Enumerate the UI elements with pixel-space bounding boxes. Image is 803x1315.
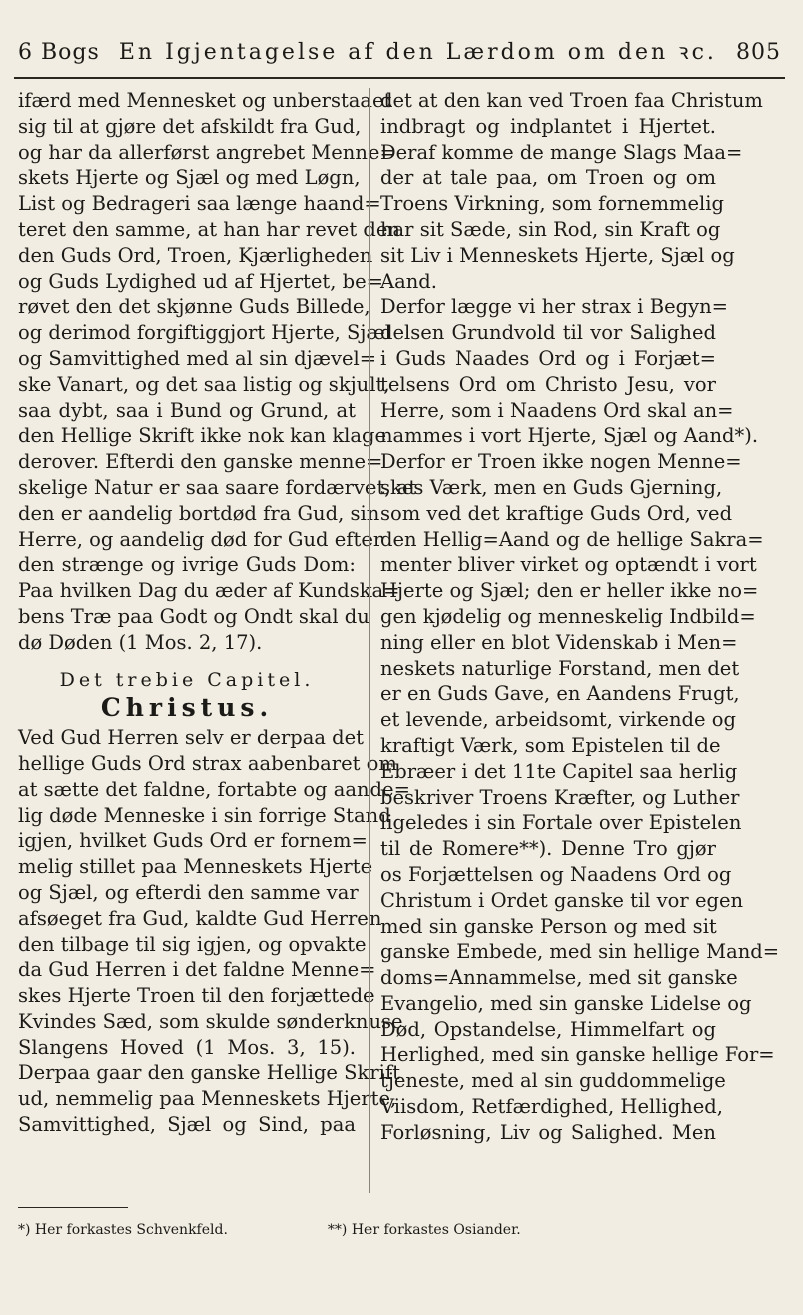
text-line: melig stillet paa Menneskets Hjerte bbox=[18, 855, 373, 879]
text-line: Troens Virkning, som fornemmelig bbox=[380, 192, 725, 216]
page-number: 805 bbox=[736, 40, 781, 65]
running-head bbox=[18, 36, 781, 72]
text-line: saa dybt, saa i Bund og Grund, at bbox=[18, 398, 356, 422]
text-line: og Sjæl, og efterdi den samme var bbox=[18, 880, 359, 904]
text-line: Christum i Ordet ganske til vor egen bbox=[380, 888, 744, 912]
text-line: Deraf komme de mange Slags Maa= bbox=[380, 140, 743, 164]
column-divider bbox=[369, 88, 370, 1193]
text-line: ning eller en blot Videnskab i Men= bbox=[380, 630, 738, 654]
text-line: doms=Annammelse, med sit ganske bbox=[380, 966, 738, 990]
text-line: den strænge og ivrige Guds Dom: bbox=[18, 553, 356, 577]
text-line: dø Døden (1 Mos. 2, 17). bbox=[18, 630, 263, 654]
footnotes bbox=[18, 1222, 781, 1248]
text-line: Død, Opstandelse, Himmelfart og bbox=[380, 1017, 716, 1041]
text-line: at sætte det faldne, fortabte og aande= bbox=[18, 777, 410, 801]
text-line: bens Træ paa Godt og Ondt skal du bbox=[18, 604, 370, 628]
text-line: med sin ganske Person og med sit bbox=[380, 914, 717, 938]
text-line: Samvittighed, Sjæl og Sind, paa bbox=[18, 1113, 356, 1137]
text-line: har sit Sæde, sin Rod, sin Kraft og bbox=[380, 217, 721, 241]
text-line: et levende, arbeidsomt, virkende og bbox=[380, 708, 736, 732]
text-line: beskriver Troens Kræfter, og Luther bbox=[380, 785, 740, 809]
text-line: Forløsning, Liv og Salighed. Men bbox=[380, 1120, 716, 1144]
text-line: gen kjødelig og menneskelig Indbild= bbox=[380, 604, 756, 628]
text-line: hellige Guds Ord strax aabenbaret om bbox=[18, 751, 397, 775]
text-line: Derfor er Troen ikke nogen Menne= bbox=[380, 450, 742, 474]
text-line: nammes i vort Hjerte, Sjæl og Aand*). bbox=[380, 424, 759, 448]
text-line: til de Romere**). Denne Tro gjør bbox=[380, 837, 716, 861]
text-line: Herre, som i Naadens Ord skal an= bbox=[380, 398, 734, 422]
text-line: røvet den det skjønne Guds Billede, bbox=[18, 295, 371, 319]
text-line: den tilbage til sig igjen, og opvakte bbox=[18, 932, 367, 956]
running-head-title: En Igjentagelse af den Lærdom om den ꝛc. bbox=[118, 40, 717, 65]
text-line: den Guds Ord, Troen, Kjærligheden bbox=[18, 243, 373, 267]
text-line: ligeledes i sin Fortale over Epistelen bbox=[380, 811, 742, 835]
chapter-title: Christus. bbox=[100, 693, 274, 723]
text-line: sig til at gjøre det afskildt fra Gud, bbox=[18, 114, 362, 138]
running-head-left: 6 Bogs bbox=[18, 40, 100, 65]
text-line: og har da allerførst angrebet Menne= bbox=[18, 140, 396, 164]
text-line: sit Liv i Menneskets Hjerte, Sjæl og bbox=[380, 243, 735, 267]
text-line: afsøeget fra Gud, kaldte Gud Herren bbox=[18, 906, 382, 930]
text-line: Ved Gud Herren selv er derpaa det bbox=[18, 726, 365, 750]
text-line: lig døde Menneske i sin forrige Stand bbox=[18, 803, 391, 827]
chapter-heading: Det trebie Capitel. bbox=[59, 668, 315, 691]
text-line: det at den kan ved Troen faa Christum bbox=[380, 89, 763, 112]
text-line: Herre, og aandelig død for Gud efter bbox=[18, 527, 383, 551]
text-line: da Gud Herren i det faldne Menne= bbox=[18, 958, 376, 982]
text-line: og Samvittighed med al sin djævel= bbox=[18, 346, 377, 370]
text-line: indbragt og indplantet i Hjertet. bbox=[380, 114, 716, 138]
text-line: Herlighed, med sin ganske hellige For= bbox=[380, 1043, 775, 1067]
text-line: ifærd med Mennesket og unberstaaet bbox=[18, 89, 392, 112]
text-line: menter bliver virket og optændt i vort bbox=[380, 553, 757, 577]
text-line: Ebræer i det 11te Capitel saa herlig bbox=[380, 759, 738, 783]
text-line: Hjerte og Sjæl; den er heller ikke no= bbox=[380, 579, 759, 603]
text-line: telsens Ord om Christo Jesu, vor bbox=[380, 372, 716, 396]
text-line: Derfor lægge vi her strax i Begyn= bbox=[380, 295, 729, 319]
text-line: Paa hvilken Dag du æder af Kundska= bbox=[18, 579, 400, 603]
text-line: skets Hjerte og Sjæl og med Løgn, bbox=[18, 166, 361, 190]
footnote-1: *) Her forkastes Schvenkfeld. bbox=[18, 1222, 228, 1238]
text-line: og derimod forgiftiggjort Hjerte, Sjæl bbox=[18, 321, 391, 345]
text-line: igjen, hvilket Guds Ord er fornem= bbox=[18, 829, 368, 853]
text-line: skes Hjerte Troen til den forjættede bbox=[18, 984, 375, 1008]
text-line: i Guds Naades Ord og i Forjæt= bbox=[380, 346, 716, 370]
text-line: skes Værk, men en Guds Gjerning, bbox=[380, 475, 723, 499]
text-line: List og Bedrageri saa længe haand= bbox=[18, 192, 381, 216]
text-line: teret den samme, at han har revet den bbox=[18, 217, 400, 241]
text-line: den er aandelig bortdød fra Gud, sin bbox=[18, 501, 380, 525]
text-line: Kvindes Sæd, som skulde sønderknuse bbox=[18, 1009, 403, 1033]
text-line: Evangelio, med sin ganske Lidelse og bbox=[380, 991, 752, 1015]
text-line: er en Guds Gave, en Aandens Frugt, bbox=[380, 682, 740, 706]
text-line: ske Vanart, og det saa listig og skjult, bbox=[18, 372, 390, 396]
text-line: Derpaa gaar den ganske Hellige Skrift bbox=[18, 1061, 400, 1085]
text-line: kraftigt Værk, som Epistelen til de bbox=[380, 733, 721, 757]
text-line: Aand. bbox=[380, 269, 437, 293]
text-line: der at tale paa, om Troen og om bbox=[380, 166, 716, 190]
text-line: delsen Grundvold til vor Salighed bbox=[380, 321, 716, 345]
text-line: Slangens Hoved (1 Mos. 3, 15). bbox=[18, 1035, 356, 1059]
header-rule bbox=[14, 77, 785, 79]
footnote-2: **) Her forkastes Osiander. bbox=[327, 1222, 521, 1238]
text-line: skelige Natur er saa saare fordærvet, at bbox=[18, 475, 417, 499]
left-column bbox=[18, 88, 417, 1195]
footnote-rule bbox=[18, 1207, 128, 1208]
text-line: tjeneste, med al sin guddommelige bbox=[380, 1069, 726, 1093]
text-line: den Hellig=Aand og de hellige Sakra= bbox=[380, 527, 764, 551]
right-column bbox=[380, 88, 780, 1195]
text-line: os Forjættelsen og Naadens Ord og bbox=[380, 862, 732, 886]
text-line: som ved det kraftige Guds Ord, ved bbox=[380, 501, 733, 525]
text-line: ganske Embede, med sin hellige Mand= bbox=[380, 940, 780, 964]
text-line: den Hellige Skrift ikke nok kan klage bbox=[18, 424, 387, 448]
text-line: ud, nemmelig paa Menneskets Hjerte, bbox=[18, 1087, 397, 1111]
text-line: Viisdom, Retfærdighed, Hellighed, bbox=[380, 1095, 723, 1119]
text-line: og Guds Lydighed ud af Hjertet, be= bbox=[18, 269, 384, 293]
text-line: derover. Efterdi den ganske menne= bbox=[18, 450, 383, 474]
text-line: neskets naturlige Forstand, men det bbox=[380, 656, 740, 680]
